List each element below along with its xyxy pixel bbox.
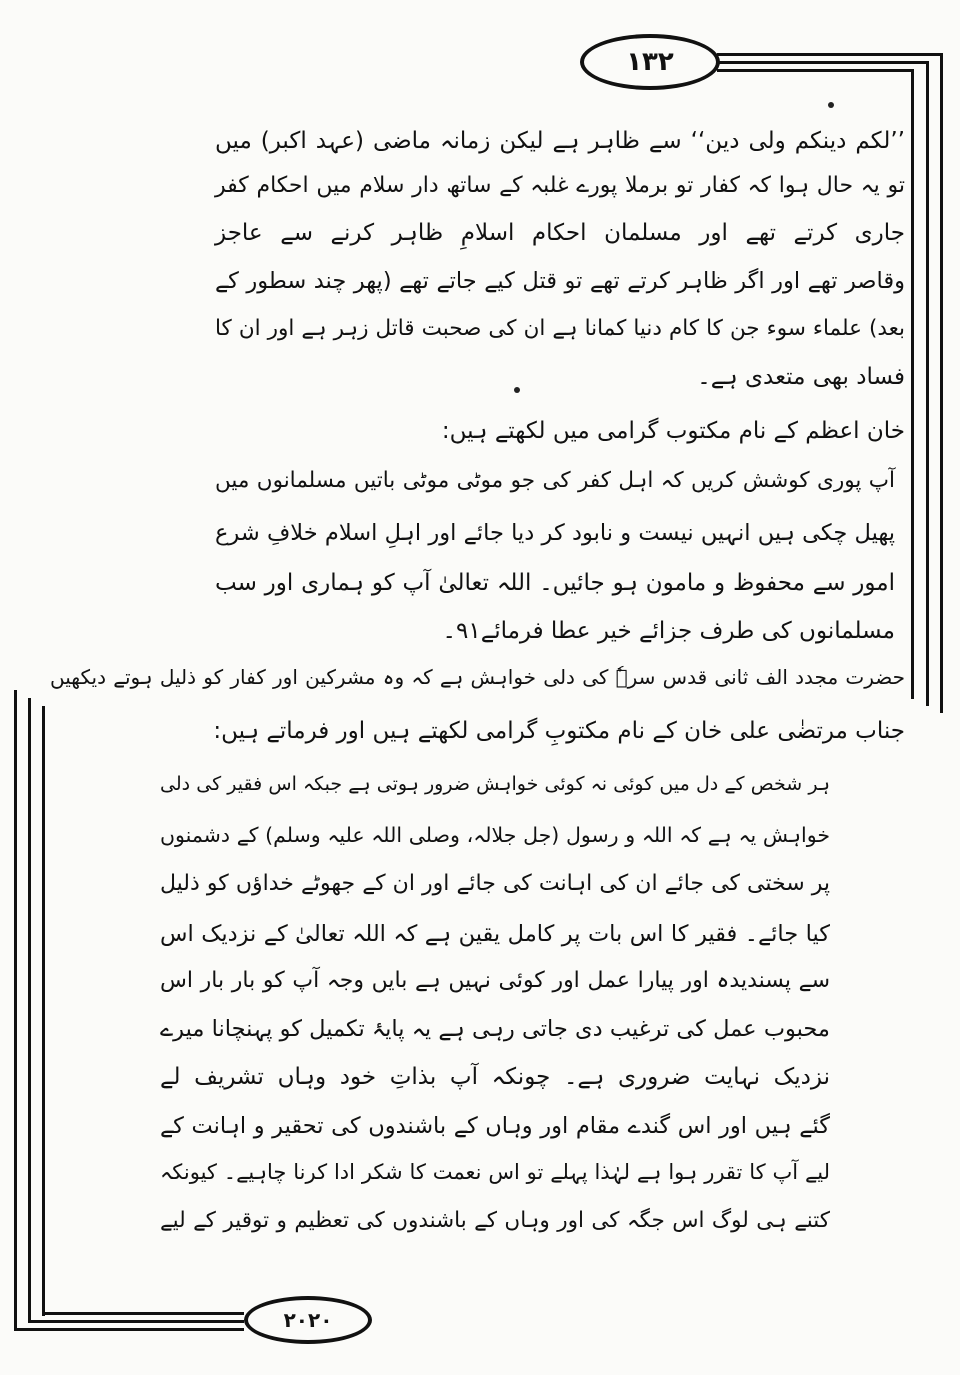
text-line: مسلمانوں کی طرف جزائے خیر عطا فرمائے۹۱۔ (442, 618, 895, 644)
frame-border-right-inner (911, 69, 914, 699)
text-line: ’’لکم دینکم ولی دین‘‘ سے ظاہر ہے لیکن زمانہ ماضی (عہد اکبر) میں (215, 128, 905, 154)
text-line: کیا جائے۔ فقیر کا اس بات پر کامل یقین ہے کہ اللہ تعالیٰ کے نزدیک اس (160, 921, 830, 947)
frame-border-bottom-inner (42, 1312, 244, 1315)
frame-border-right-outer (940, 53, 943, 713)
section-heading: خان اعظم کے نام مکتوب گرامی میں لکھتے ہیں: (441, 418, 905, 444)
frame-border-top-inner (717, 69, 913, 72)
page-number-bottom (244, 1296, 372, 1344)
frame-border-top-middle (717, 61, 928, 64)
text-line: سے پسندیدہ اور پیارا عمل اور کوئی نہیں ہے بایں وجہ آپ کو بار بار اس (160, 968, 830, 993)
page-number-top (580, 34, 720, 90)
text-line: لیے آپ کا تقرر ہوا ہے لہٰذا پہلے تو اس نعمت کا شکر ادا کرنا چاہیے۔ کیونکہ (160, 1160, 830, 1184)
frame-border-left-inner (42, 706, 45, 1316)
text-line: نزدیک نہایت ضروری ہے۔ چونکہ آپ بذاتِ خود وہاں تشریف لے (160, 1064, 830, 1090)
text-line: پر سختی کی جائے ان کی اہانت کی جائے اور ان کے جھوٹے خداؤں کو ذلیل (160, 871, 830, 896)
text-line: تو یہ حال ہوا کہ کفار تو برملا پورے غلبہ کے ساتھ دار سلام میں احکام کفر (215, 173, 905, 198)
heading-line: جناب مرتضٰی علی خان کے نام مکتوبِ گرامی لکھتے ہیں اور فرماتے ہیں: (213, 718, 905, 744)
text-line: محبوب عمل کی ترغیب دی جاتی رہی ہے یہ پایۂ تکمیل کو پہنچانا میرے (160, 1016, 830, 1042)
heading-line: حضرت مجدد الف ثانی قدس سرہٗ کی دلی خواہش ہے کہ وہ مشرکین اور کفار کو ذلیل ہوتے دیکھیں (50, 665, 905, 689)
text-line: وقاصر تھے اور اگر ظاہر کرتے تھے تو قتل کیے جاتے تھے (پھر چند سطور کے (215, 268, 905, 294)
text-line: بعد) علماء سوء جن کا کام دنیا کمانا ہے ان کی صحبت قاتل زہر ہے اور ان کا (215, 316, 905, 341)
frame-border-left-middle (28, 698, 31, 1323)
decorative-dot (828, 102, 834, 108)
text-line: فساد بھی متعدی ہے۔ (697, 364, 905, 390)
text-line: گئے ہیں اور اس گندے مقام اور وہاں کے باشندوں کی تحقیر و اہانت کے (160, 1113, 830, 1139)
text-line: خواہش یہ ہے کہ اللہ و رسول (جل جلالہ، وصلی اللہ علیہ وسلم) کے دشمنوں (160, 823, 830, 847)
frame-border-left-outer (14, 690, 17, 1330)
page-number-top-text: ۱۳۲ (626, 47, 674, 77)
frame-border-right-middle (926, 61, 929, 706)
text-line: کتنے ہی لوگ اس جگہ کی اور وہاں کے باشندوں کی تعظیم و توقیر کے لیے (160, 1208, 830, 1233)
frame-border-bottom-outer (14, 1328, 244, 1331)
text-line: ہر شخص کے دل میں کوئی نہ کوئی خواہش ضرور ہوتی ہے جبکہ اس فقیر کی دلی (160, 773, 830, 795)
frame-border-bottom-middle (28, 1320, 244, 1323)
frame-border-top-outer (717, 53, 942, 56)
text-line: آپ پوری کوشش کریں کہ اہل کفر کی جو موٹی موٹی باتیں مسلمانوں میں (215, 468, 895, 493)
text-line: پھیل چکی ہیں انہیں نیست و نابود کر دیا جائے اور اہلِ اسلام خلافِ شرع (215, 520, 895, 546)
page-number-bottom-text: ۲۰۲۰ (283, 1308, 333, 1332)
text-line: جاری کرتے تھے اور مسلمان احکام اسلامِ ظاہر کرنے سے عاجز (215, 220, 905, 246)
text-line: امور سے محفوظ و مامون ہو جائیں۔ اللہ تعالیٰ آپ کو ہماری اور سب (215, 570, 895, 596)
